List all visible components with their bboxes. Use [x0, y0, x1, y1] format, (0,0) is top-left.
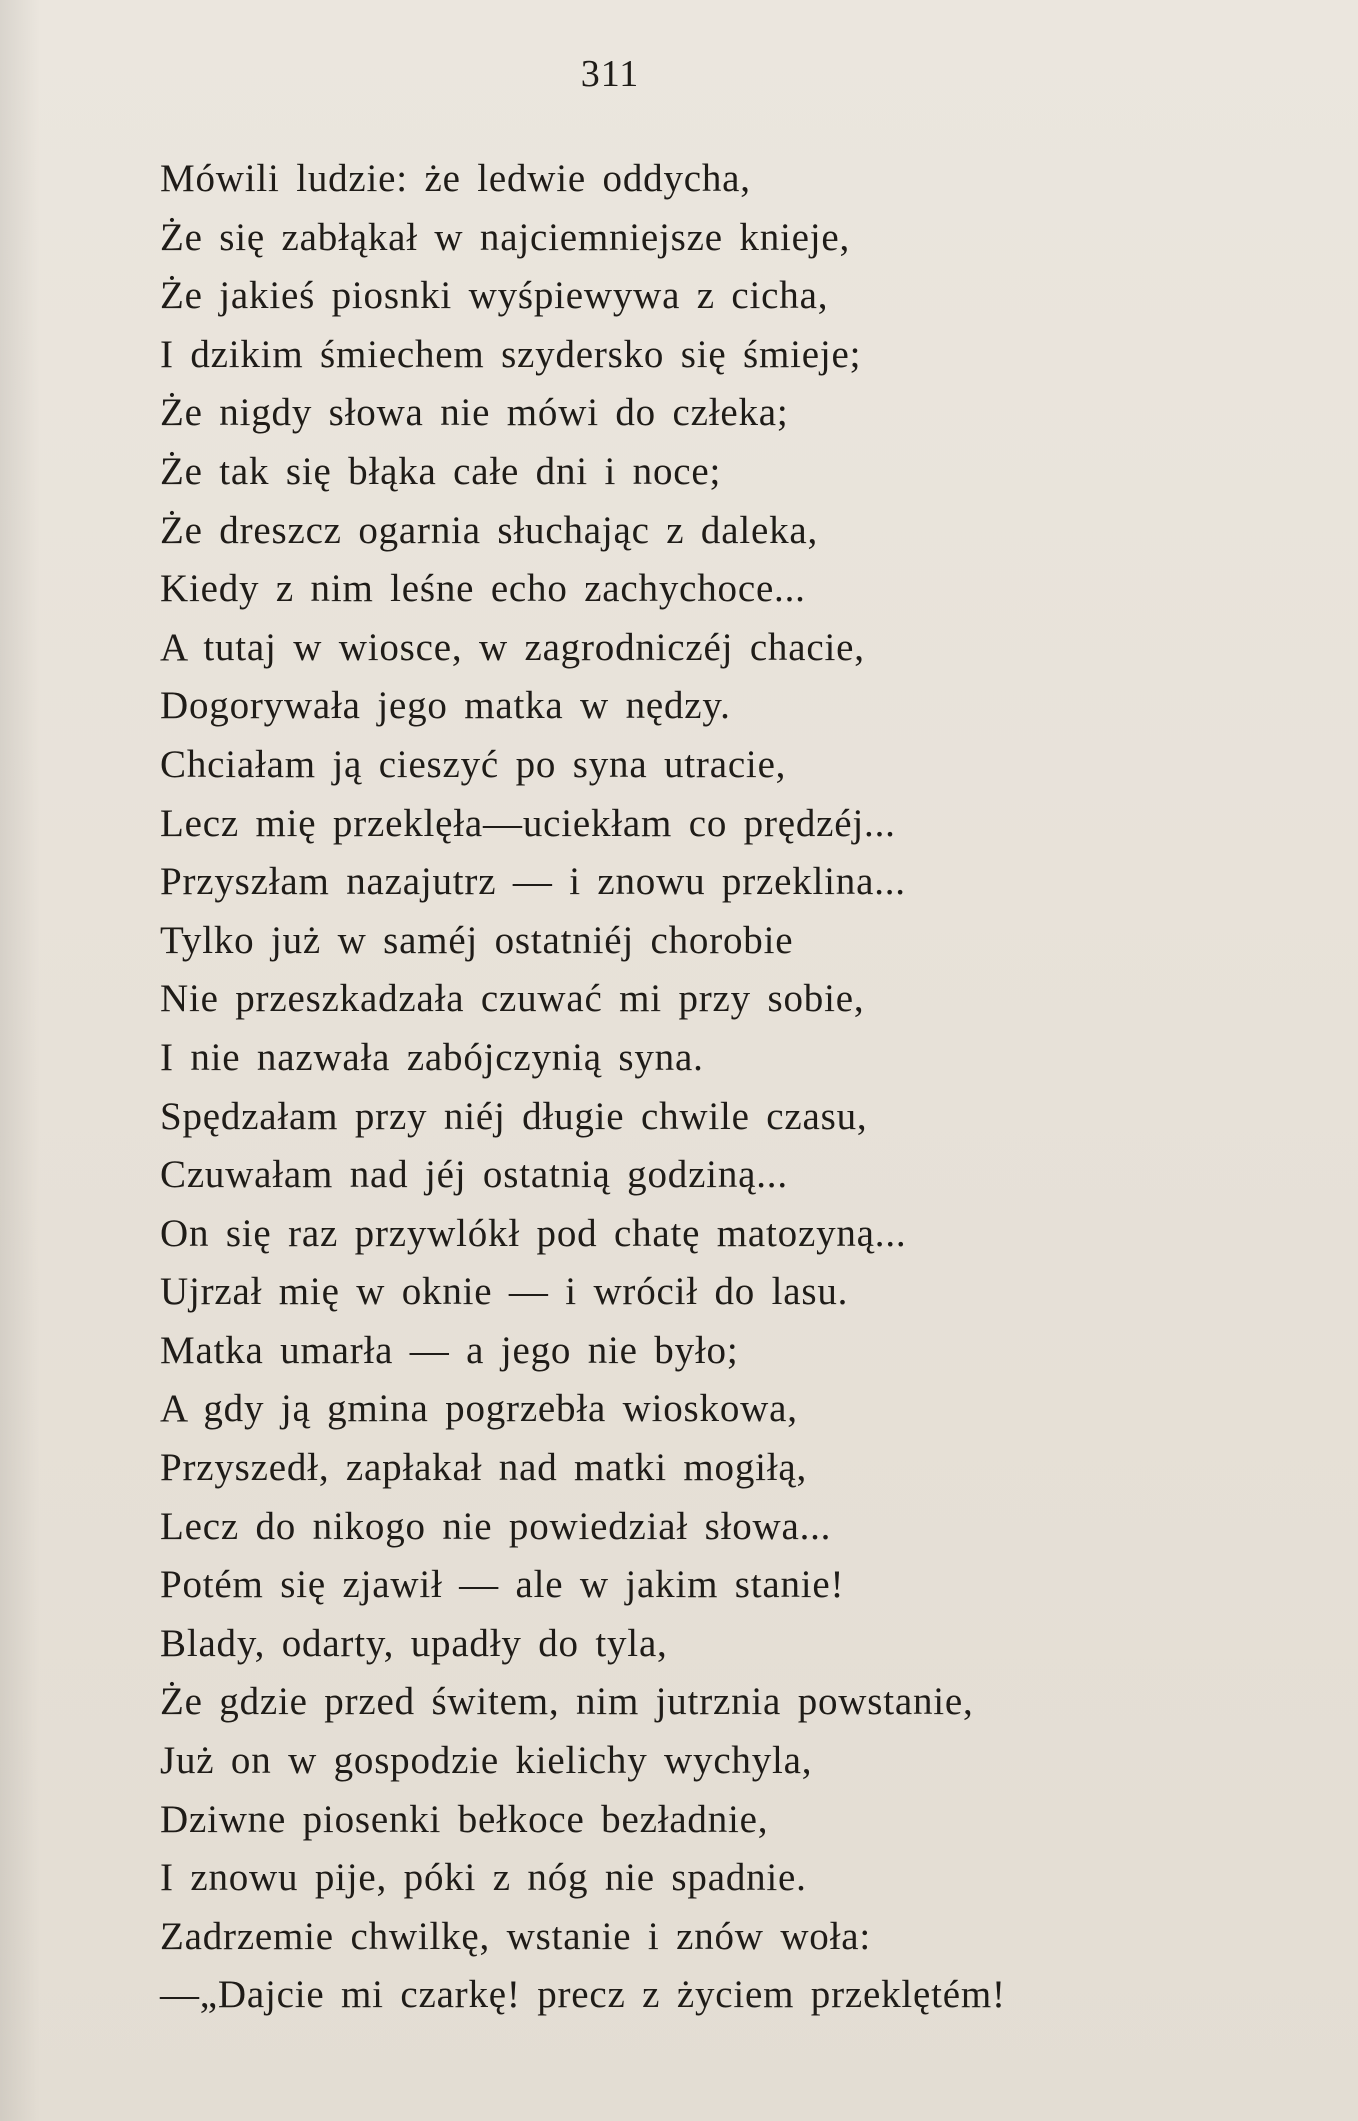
- verse-line: Potém się zjawił — ale w jakim stanie!: [160, 1563, 845, 1607]
- verse-line: Lecz do nikogo nie powiedział słowa...: [160, 1504, 832, 1548]
- verse-line: Kiedy z nim leśne echo zachychoce...: [160, 567, 806, 611]
- verse-line: Że tak się błąka całe dni i noce;: [160, 449, 722, 493]
- verse-line: Lecz mię przeklęła—uciekłam co prędzéj...: [160, 801, 896, 845]
- verse-line: Zadrzemie chwilkę, wstanie i znów woła:: [160, 1914, 871, 1958]
- verse-line: Blady, odarty, upadły do tyla,: [160, 1621, 668, 1665]
- verse-line: Spędzałam przy niéj długie chwile czasu,: [160, 1094, 868, 1138]
- verse-line: I znowu pije, póki z nóg nie spadnie.: [160, 1856, 807, 1900]
- poem-text: [160, 150, 1210, 2025]
- verse-line: Tylko już w saméj ostatniéj chorobie: [160, 918, 794, 962]
- verse-line: A tutaj w wiosce, w zagrodniczéj chacie,: [160, 625, 865, 669]
- verse-line: I dzikim śmiechem szydersko się śmieje;: [160, 332, 862, 376]
- verse-line: Ujrzał mię w oknie — i wrócił do lasu.: [160, 1270, 849, 1314]
- verse-line: Że dreszcz ogarnia słuchając z daleka,: [160, 508, 819, 552]
- verse-line: Że gdzie przed świtem, nim jutrznia powstanie,: [160, 1680, 974, 1724]
- verse-line: Chciałam ją cieszyć po syna utracie,: [160, 742, 787, 786]
- verse-line: Już on w gospodzie kielichy wychyla,: [160, 1739, 813, 1783]
- verse-line: Dziwne piosenki bełkoce bezładnie,: [160, 1797, 769, 1841]
- verse-line: Nie przeszkadzała czuwać mi przy sobie,: [160, 977, 865, 1021]
- verse-line: On się raz przywlókł pod chatę matozyną...: [160, 1211, 907, 1255]
- verse-line: Przyszedł, zapłakał nad matki mogiłą,: [160, 1446, 808, 1490]
- verse-line: Matka umarła — a jego nie było;: [160, 1328, 739, 1372]
- verse-line: A gdy ją gmina pogrzebła wioskowa,: [160, 1387, 798, 1431]
- verse-line: Mówili ludzie: że ledwie oddycha,: [160, 157, 751, 200]
- verse-line: Czuwałam nad jéj ostatnią godziną...: [160, 1153, 788, 1197]
- verse-line: Że się zabłąkał w najciemniejsze knieje,: [160, 215, 851, 259]
- verse-line: Że jakieś piosnki wyśpiewywa z cicha,: [160, 274, 829, 318]
- verse-line: —„Dajcie mi czarkę! precz z życiem przeklętém!: [160, 1973, 1006, 2017]
- verse-line: Przyszłam nazajutrz — i znowu przeklina...: [160, 860, 906, 904]
- verse-line: Dogorywała jego matka w nędzy.: [160, 684, 731, 728]
- page-number: 311: [580, 53, 640, 95]
- verse-line: Że nigdy słowa nie mówi do człeka;: [160, 391, 789, 435]
- verse-line: I nie nazwała zabójczynią syna.: [160, 1035, 704, 1079]
